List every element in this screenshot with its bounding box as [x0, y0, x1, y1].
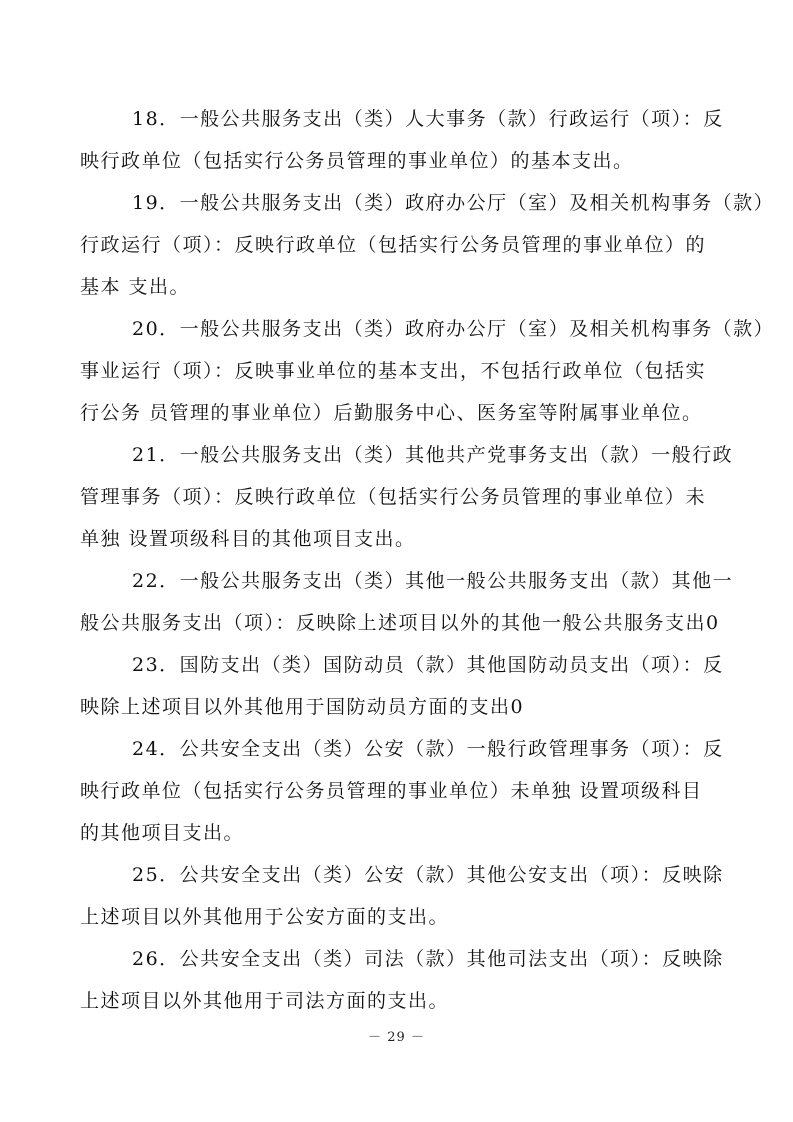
paragraph-item-21 — [80, 434, 734, 560]
paragraph-line: 映行政单位（包括实行公务员管理的事业单位）未单独 设置项级科目 — [80, 780, 703, 802]
paragraph-item-26 — [80, 938, 724, 1022]
paragraph-line: 22．一般公共服务支出（类）其他一般公共服务支出（款）其他一 — [132, 570, 734, 592]
paragraph-item-20 — [80, 308, 775, 434]
paragraph-line: 基本 支出。 — [80, 276, 191, 298]
paragraph-line: 行政运行（项）：反映行政单位（包括实行公务员管理的事业单位）的 — [80, 234, 707, 256]
paragraph-line: 管理事务（项）：反映行政单位（包括实行公务员管理的事业单位）未 — [80, 486, 707, 508]
paragraph-line: 映除上述项目以外其他用于国防动员方面的支出0 — [80, 696, 525, 718]
paragraph-item-24 — [80, 728, 724, 854]
paragraph-line: 24．公共安全支出（类）公安（款）一般行政管理事务（项）：反 — [132, 738, 724, 760]
paragraph-line: 20．一般公共服务支出（类）政府办公厅（室）及相关机构事务（款） — [132, 318, 775, 340]
paragraph-line: 上述项目以外其他用于公安方面的支出。 — [80, 906, 450, 928]
paragraph-line: 23．国防支出（类）国防动员（款）其他国防动员支出（项）：反 — [132, 654, 724, 676]
paragraph-line: 25．公共安全支出（类）公安（款）其他公安支出（项）：反映除 — [132, 864, 724, 886]
paragraph-line: 事业运行（项）：反映事业单位的基本支出，不包括行政单位（包括实 — [80, 360, 707, 382]
paragraph-line: 26．公共安全支出（类）司法（款）其他司法支出（项）：反映除 — [132, 948, 724, 970]
paragraph-line: 上述项目以外其他用于司法方面的支出。 — [80, 990, 450, 1012]
paragraph-line: 般公共服务支出（项）：反映除上述项目以外的其他一般公共服务支出0 — [80, 612, 720, 634]
paragraph-line: 映行政单位（包括实行公务员管理的事业单位）的基本支出。 — [80, 150, 634, 172]
paragraph-line: 行公务 员管理的事业单位）后勤服务中心、医务室等附属事业单位。 — [80, 402, 703, 424]
paragraph-item-23 — [80, 644, 724, 728]
paragraph-item-25 — [80, 854, 724, 938]
paragraph-line: 18．一般公共服务支出（类）人大事务（款）行政运行（项）：反 — [132, 108, 724, 130]
paragraph-line: 的其他项目支出。 — [80, 822, 245, 844]
paragraph-item-19 — [80, 182, 775, 308]
paragraph-item-22 — [80, 560, 734, 644]
page-number: － 29 － — [368, 1030, 425, 1045]
paragraph-item-18 — [80, 98, 724, 182]
paragraph-line: 单独 设置项级科目的其他项目支出。 — [80, 528, 416, 550]
paragraph-line: 19．一般公共服务支出（类）政府办公厅（室）及相关机构事务（款） — [132, 192, 775, 214]
paragraph-line: 21．一般公共服务支出（类）其他共产党事务支出（款）一般行政 — [132, 444, 734, 466]
